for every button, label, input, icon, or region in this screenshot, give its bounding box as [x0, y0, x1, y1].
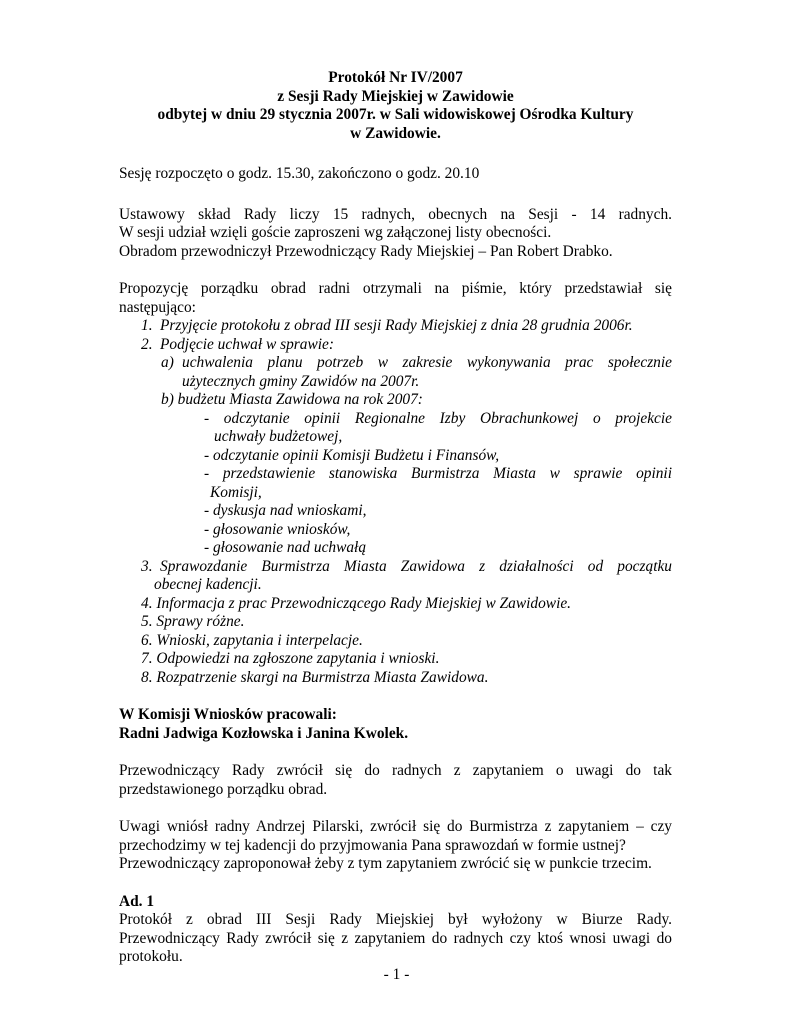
ad1-line-2: Przewodniczący Rady zwrócił się z zapytaniem do radnych czy ktoś wnosi uwagi do [119, 929, 672, 947]
title-line-2: z Sesji Rady Miejskiej w Zawidowie [277, 87, 514, 105]
remarks-paragraph [119, 818, 672, 874]
document-title [119, 69, 672, 143]
agenda-item-5: 5. Sprawy różne. [141, 613, 245, 630]
agenda-dash-item-1 [119, 410, 672, 447]
agenda-intro-line-2: następująco: [119, 298, 196, 316]
agenda-dash-item-2: - odczytanie opinii Komisji Budżetu i Finansów, [204, 446, 500, 464]
remarks-line-3: Przewodniczący zaproponował żeby z tym zapytaniem zwrócić się w punkcie trzecim. [119, 855, 652, 872]
composition-line-1: Ustawowy skład Rady liczy 15 radnych, obecnych na Sesji - 14 radnych. [119, 205, 672, 223]
agenda-item-6: 6. Wnioski, zapytania i interpelacje. [141, 631, 363, 649]
remarks-line-1: Uwagi wniósł radny Andrzej Pilarski, zwrócił się do Burmistrza z zapytaniem – czy [119, 818, 672, 835]
agenda-dash-item-6: - głosowanie nad uchwałą [204, 539, 367, 556]
agenda-subitem-line: uchwalenia planu potrzeb w zakresie wykonywania prac społecznie [182, 354, 672, 371]
ad1-line-1: Protokół z obrad III Sesji Rady Miejskiej był wyłożony w Biurze Rady. [119, 911, 672, 928]
agenda-item-line: obecnej kadencji. [154, 576, 262, 593]
agenda-item-number: 1. [141, 317, 153, 334]
agenda-item-number: 3. [141, 557, 153, 575]
session-time: Sesję rozpoczęto o godz. 15.30, zakończono o godz. 20.10 [119, 165, 480, 182]
title-line-3: odbytej w dniu 29 stycznia 2007r. w Sali widowiskowej Ośrodka Kultury [157, 106, 634, 123]
agenda-item-4: 4. Informacja z prac Przewodniczącego Rady Miejskiej w Zawidowie. [141, 594, 572, 612]
chair-question-line-1: Przewodniczący Rady zwrócił się do radnych z zapytaniem o uwagi do tak [119, 762, 672, 779]
composition-paragraph [119, 206, 672, 262]
title-line-1: Protokół Nr IV/2007 [328, 69, 463, 86]
agenda-item-3 [119, 558, 672, 595]
agenda-subitem-letter: a) [161, 354, 174, 371]
agenda-item-7: 7. Odpowiedzi na zgłoszone zapytania i wnioski. [141, 650, 440, 667]
ad1-line-3: protokołu. [119, 948, 183, 965]
agenda-dash-item-5: - głosowanie wniosków, [204, 520, 351, 538]
page-number: - 1 - [383, 966, 410, 983]
remarks-line-2: przechodzimy w tej kadencji do przyjmowania Pana sprawozdań w formie ustnej? [119, 836, 626, 854]
agenda-dash-line: - odczytanie opinii Regionalne Izby Obrachunkowej o projekcie [204, 409, 672, 427]
agenda-item-text: Podjęcie uchwał w sprawie: [160, 335, 334, 353]
agenda-dash-line: Komisji, [210, 483, 262, 501]
agenda-item-2 [119, 336, 672, 355]
commission-section [119, 706, 672, 743]
agenda-dash-item-3 [119, 465, 672, 502]
ad1-section [119, 893, 672, 967]
title-line-4: w Zawidowie. [350, 124, 441, 142]
agenda-item-2b: b) budżetu Miasta Zawidowa na rok 2007: [161, 391, 423, 408]
agenda-dash-item-4: - dyskusja nad wnioskami, [204, 502, 367, 519]
chair-question-line-2: przedstawionego porządku obrad. [119, 780, 328, 798]
agenda-intro [119, 280, 672, 317]
ad1-heading: Ad. 1 [119, 892, 155, 910]
agenda-item-1 [119, 317, 672, 336]
agenda-dash-line: - przedstawienie stanowiska Burmistrza Miasta w sprawie opinii [204, 465, 672, 482]
agenda-item-2a [119, 354, 672, 391]
commission-line-1: W Komisji Wniosków pracowali: [119, 706, 337, 723]
agenda-item-text: Przyjęcie protokołu z obrad III sesji Rady Miejskiej z dnia 28 grudnia 2006r. [160, 317, 633, 334]
commission-line-2: Radni Jadwiga Kozłowska i Janina Kwolek. [119, 724, 409, 742]
agenda-dash-line: uchwały budżetowej, [214, 428, 343, 445]
agenda-list [119, 317, 672, 687]
composition-line-2: W sesji udział wzięli goście zaproszeni wg załączonej listy obecności. [119, 224, 552, 241]
agenda-item-line: Sprawozdanie Burmistrza Miasta Zawidowa z działalności od początku [160, 557, 672, 575]
agenda-intro-line-1: Propozycję porządku obrad radni otrzymali na piśmie, który przedstawiał się [119, 280, 672, 297]
chair-question-paragraph [119, 762, 672, 799]
composition-line-3: Obradom przewodniczył Przewodniczący Rady Miejskiej – Pan Robert Drabko. [119, 242, 613, 260]
agenda-item-number: 2. [141, 335, 153, 353]
document-page [119, 69, 672, 967]
agenda-item-8: 8. Rozpatrzenie skargi na Burmistrza Miasta Zawidowa. [141, 668, 489, 686]
agenda-subitem-line: użytecznych gminy Zawidów na 2007r. [182, 372, 420, 390]
